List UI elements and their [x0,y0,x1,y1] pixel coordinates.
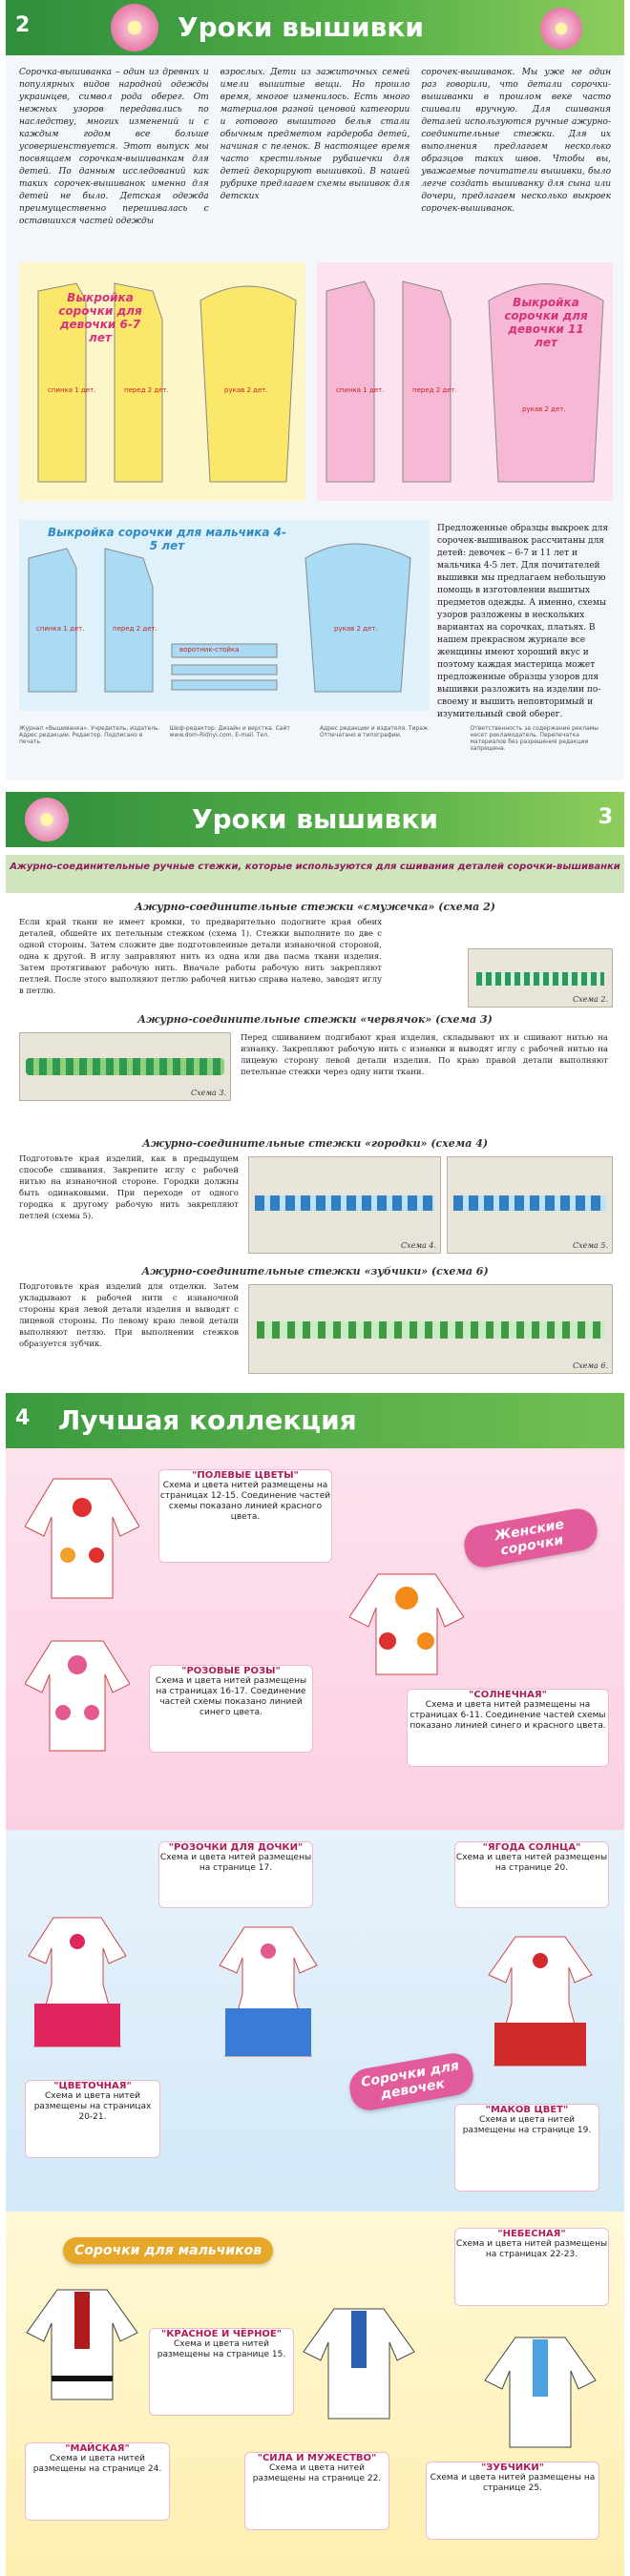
product-card[interactable] [25,2442,170,2521]
page-number: 3 [598,805,613,829]
product-description: Схема и цвета нитей размещены на странице 24. [32,2454,162,2474]
page-title: Уроки вышивки [178,11,424,43]
imprint [19,725,611,775]
blouse-rozovye-rozy [25,1631,130,1755]
stitch-photo [248,1156,441,1254]
section-title: Ажурно-соединительные стежки «червячок» (схема 3) [137,1013,493,1026]
product-card[interactable] [407,1689,609,1767]
page-header [6,1393,624,1448]
section-zubchiki [19,1265,611,1378]
page-3 [6,792,624,1381]
patterns-description: Предложенные образцы выкроек для сорочек-вышиванок рассчитаны для детей: девочек – 6-7 и 11 лет и мальчика 4-5 лет. Для почитателей вышивки мы предлагаем небольшую помощь в изготовлении вышитых предметов одежды. А именно, схемы узоров разложены в нескольких вариантах на сорочках, платьях. В нашем прекрасном журнале все женщины имеют хороший вкус и поэтому каждая мастерица может предложенные образцы узоров для вышивки разложить на изделии по-своему и вышить неповторимый и изумительный свой оберег. [437,524,609,719]
product-card[interactable] [454,2104,599,2192]
imprint-column: Адрес редакции и издателя. Тираж. Отпечатано в типографии. [320,725,430,738]
label-back: спинка 1 дет. [48,386,96,394]
product-name: "МАЙСКАЯ" [65,2443,130,2454]
product-description: Схема и цвета нитей размещены на страницах 6-11. Соединение частей схемы показано линией синего и красного цвета. [410,1700,606,1731]
text-column: взрослых. Дети из зажиточных семей имели вышитые вещи. Но прошло время, многое изменилось. Есть много материалов разной ценовой категории и готового вышитого белья стали обычным предметом гардероба детей, начиная с пеленок. В настоящее время часто крестильные рубашечки для детей декорируют вышивкой. В нашей рубрике предлагаем схемы вышивок для детских [220,68,410,201]
product-card[interactable] [158,1469,332,1563]
stitch-photo [468,948,613,1008]
label-back: спинка 1 дет. [36,625,85,633]
product-card[interactable] [244,2452,389,2530]
product-name: "СОЛНЕЧНАЯ" [469,1690,547,1700]
section-title: Ажурно-соединительные стежки «зубчики» (схема 6) [141,1265,489,1278]
product-name: "СИЛА И МУЖЕСТВО" [257,2453,377,2463]
product-name: "МАКОВ ЦВЕТ" [485,2105,569,2115]
stitch-sample [453,1195,606,1211]
label-front: перед 2 дет. [412,386,457,394]
page-number: 4 [15,1406,31,1430]
shirt-illustration [25,2280,139,2404]
product-card[interactable] [454,1841,609,1908]
section-text: Перед сшиванием подгибают края изделия, складывают их и сшивают нитью на изнанку. Закрепляют рабочую нить с изнанки и выводят иглу с рабочей нитью на лицевую сторону левой детали изделия. По краю правой детали выполняют петельные стежки через одну нити ткани. [241,1033,608,1077]
dress-rozochki [216,1918,321,2061]
product-card[interactable] [426,2462,599,2540]
scheme-caption: Схема 6. [573,1361,608,1370]
pattern-boy-4-5 [19,520,430,711]
text-column: сорочек-вышиванок. Мы уже не один раз говорили, что детали сорочки-вышиванки в прошлом веке часто сшивали вручную. Для сшивания деталей используются ручные ажурно-соединительные стежки. Для их выполнения предлагаем несколько образцов таких швов. Чтобы вы, уважаемые почитатели вышивки, было легче создать вышиванку для сына или дочери, предлагаем несколько выкроек сорочек-вышиванок. [421,68,612,214]
shirt-illustration [302,2299,416,2423]
shirt-illustration [483,2328,598,2452]
section-chervyachok [19,1013,611,1132]
text-column: Сорочка-вышиванка – один из древних и популярных видов народной одежды украинцев, символ рода оберег. От нежных узоров передавались по наследству, многих изменений и с каждым годом все больше усовершенствуется. Этот выпуск мы посвящаем сорочкам-вышиванкам для детей. По данным исследований как таких сорочек-вышиванок именно для детей не было. Детская одежда преимущественно перешивалась с оставшихся частей одежды [19,68,209,226]
shirt-nebesnaya [483,2328,598,2452]
product-name: "ЗУБЧИКИ" [481,2462,544,2473]
label-sleeve: рукав 2 дет. [522,405,566,413]
product-description: Схема и цвета нитей размещены на странице 19. [462,2115,592,2135]
blouse-solnechnaya [349,1565,464,1679]
pattern-girl-11 [317,262,613,501]
product-name: "ЯГОДА СОЛНЦА" [482,1842,581,1853]
page-4 [6,1393,624,2576]
label-back: спинка 1 дет. [336,386,385,394]
tag-boys: Сорочки для мальчиков [63,2237,273,2264]
stitch-sample [255,1195,434,1211]
blouse-illustration [25,1631,130,1755]
section-text: Если край ткани не имеет кромки, то предварительно подогните края обеих деталей, обшейте их петельным стежком (схема 1). Стежки выполните по две с одной стороны. Затем сложите две подготовленные детали изнаночной стороной, одна к другой. В иглу заправляют нить из одна или два пасма ткани изделия. Затем протягивают рабочую нить. Вначале работы рабочую нить закрепляют петлей. После этого выполняют петлю рабочей нитью справа налево, заводят иглу в петлю. [19,918,382,996]
label-front: перед 2 дет. [113,625,158,633]
section-text: Подготовьте края изделий, как в предыдущем способе сшивания. Закрепите иглу с рабочей нитью на изнаночной стороне. Городки должны быть одинаковыми. При переходе от одного городка к другому рабочую нить закрепляют петлей (схема 5). [19,1154,239,1221]
scheme-caption: Схема 2. [573,995,608,1004]
imprint-column: Журнал «Вышиванка». Учредитель, издатель. Адрес редакции. Редактор. Подписано в печать. [19,725,160,745]
product-card[interactable] [25,2080,160,2158]
product-description: Схема и цвета нитей размещены на страницах 22-23. [455,2239,608,2259]
label-collar: воротник-стойка [179,646,240,654]
pattern-title: Выкройка сорочки для девочки 11 лет [504,296,588,349]
product-name: "РОЗОВЫЕ РОЗЫ" [181,1666,281,1676]
product-description: Схема и цвета нитей размещены на страницах 12-15. Соединение частей схемы показано линией красного цвета. [159,1481,331,1522]
stitch-photo [447,1156,613,1254]
product-card[interactable] [454,2228,609,2306]
blouse-illustration [25,1469,139,1603]
dress-tsvetochnaya [25,1908,130,2051]
section-smuzhechka [19,901,611,1008]
page-2 [6,0,624,780]
label-front: перед 2 дет. [124,386,169,394]
product-description: Схема и цвета нитей размещены на странице 25. [430,2473,596,2493]
product-name: "РОЗОЧКИ ДЛЯ ДОЧКИ" [168,1842,304,1853]
page-number: 2 [15,13,31,37]
imprint-column: Ответственность за содержание рекламы несет рекламодатель. Перепечатка материалов без разрешения редакции запрещена. [470,725,599,752]
product-name: "КРАСНОЕ И ЧЁРНОЕ" [161,2329,282,2339]
product-description: Схема и цвета нитей размещены на страницах 20-21. [33,2091,152,2122]
tag-women: Женские сорочки [461,1506,600,1570]
product-description: Схема и цвета нитей размещены на странице 20. [455,1853,608,1873]
dress-yagoda [483,1927,598,2070]
stitch-sample [26,1058,224,1075]
stitch-photo [19,1032,231,1101]
product-description: Схема и цвета нитей размещены на странице 15. [157,2339,286,2359]
shirt-krasnoe-chernoe [25,2280,139,2404]
stitch-sample [257,1321,604,1339]
tag-girls: Сорочки для девочек [346,2050,476,2113]
scheme-caption: Схема 4. [401,1241,436,1250]
product-description: Схема и цвета нитей размещены на странице 22. [252,2463,382,2483]
flower-decoration-icon [111,4,158,52]
intro-text [19,67,611,228]
product-card[interactable] [149,2328,294,2416]
stitch-sample [476,972,604,986]
page-header [6,0,624,55]
pattern-title: Выкройка сорочки для мальчика 4-5 лет [48,526,287,552]
section-title: Ажурно-соединительные стежки «городки» (схема 4) [141,1137,489,1150]
dress-illustration [216,1918,321,2061]
page-title: Лучшая коллекция [58,1404,357,1436]
stitch-photo [248,1284,613,1374]
label-sleeve: рукав 2 дет. [334,625,378,633]
product-name: "НЕБЕСНАЯ" [497,2229,566,2239]
page-header [6,792,624,847]
product-description: Схема и цвета нитей размещены на странице 17. [159,1853,312,1873]
section-gorodki [19,1137,611,1261]
shirt-sila [302,2299,416,2423]
section-banner: Ажурно-соединительные ручные стежки, которые используются для сшивания деталей сорочки-вышиванки [6,855,624,893]
scheme-caption: Схема 3. [191,1089,226,1097]
label-sleeve: рукав 2 дет. [224,386,268,394]
page-title: Уроки вышивки [192,803,438,835]
dress-illustration [483,1927,598,2070]
scheme-caption: Схема 5. [573,1241,608,1250]
blouse-polevye-tsvety [25,1469,139,1603]
section-title: Ажурно-соединительные стежки «смужечка» (схема 2) [134,901,495,913]
pattern-girl-6-7 [19,262,305,501]
blouse-illustration [349,1565,464,1679]
pattern-title: Выкройка сорочки для девочки 6-7 лет [58,291,142,344]
dress-illustration [25,1908,130,2051]
section-text: Подготовьте края изделий для отделки. Затем укладывают к рабочей нити с изнаночной стороны края левой детали изделия и выводят с лицевой стороны. По левому краю левой детали выполняют петлю. При выполнении стежков образуется зубчик. [19,1282,239,1349]
product-name: "ЦВЕТОЧНАЯ" [53,2081,132,2091]
imprint-column: Шеф-редактор. Дизайн и верстка. Сайт www.dom-Ridnyi.com. E-mail. Тел. [169,725,290,738]
product-card[interactable] [158,1841,313,1908]
product-card[interactable] [149,1665,313,1753]
product-name: "ПОЛЕВЫЕ ЦВЕТЫ" [192,1470,299,1481]
product-description: Схема и цвета нитей размещены на страницах 16-17. Соединение частей схемы показано линией синего цвета. [155,1676,307,1717]
